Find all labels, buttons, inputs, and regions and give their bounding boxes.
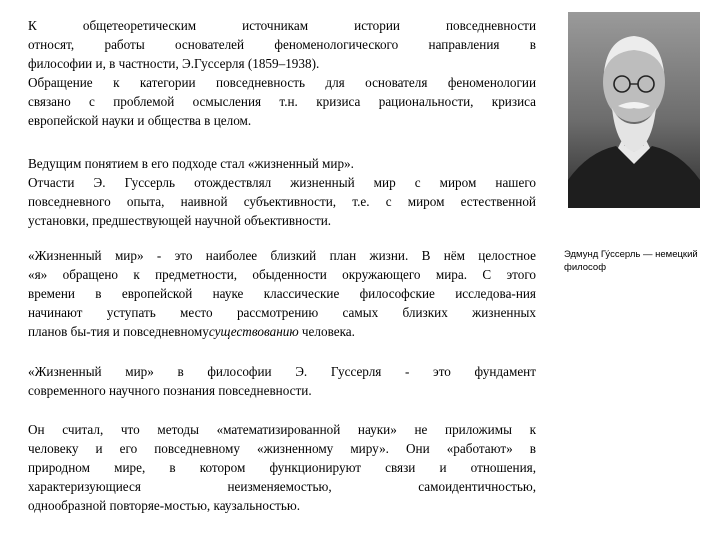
text-line: человеку и его повседневному «жизненному миру». Они «работают» в — [28, 441, 536, 456]
portrait-icon — [568, 12, 700, 208]
text-line: Ведущим понятием в его подходе стал «жизненный мир». — [28, 156, 354, 171]
text-line: связано с проблемой осмысления т.н. кризиса рациональности, кризиса — [28, 94, 536, 109]
text-run: человека. — [298, 324, 355, 339]
text-line: повседневного опыта, наивной субъективности, т.е. с миром естественной — [28, 194, 536, 209]
text-line: природном мире, в котором функционируют связи и отношения, — [28, 460, 536, 475]
text-line: Отчасти Э. Гуссерль отождествлял жизненный мир с миром нашего — [28, 175, 536, 190]
text-run: планов бы-тия и повседневному — [28, 324, 209, 339]
text-line: «Жизненный мир» в философии Э. Гуссерля - это фундамент — [28, 364, 536, 379]
text-line: установки, предшествующей научной объективности. — [28, 213, 332, 228]
text-line: «я» обращено к предметности, обыденности окружающего мира. С этого — [28, 267, 536, 282]
paragraph-methods — [28, 420, 536, 515]
text-line: Он считал, что методы «математизированной науки» не приложимы к — [28, 422, 536, 437]
text-line: характеризующиеся неизменяемостью, самоидентичностью, — [28, 479, 536, 494]
paragraph-closest-plan — [28, 246, 536, 341]
photo-caption: Эдмунд Гу́ссерль — немецкий философ — [564, 249, 698, 273]
text-line: современного научного познания повседневности. — [28, 383, 312, 398]
text-line — [28, 322, 536, 341]
text-line: философии и, в частности, Э.Гуссерля (1859–1938). — [28, 56, 320, 71]
paragraph-intro — [28, 16, 536, 130]
text-line: европейской науки и общества в целом. — [28, 113, 252, 128]
text-line: К общетеоретическим источникам истории повседневности — [28, 18, 536, 33]
text-line: Обращение к категории повседневность для основателя феноменологии — [28, 75, 536, 90]
text-line: «Жизненный мир» - это наиболее близкий план жизни. В нём целостное — [28, 248, 536, 263]
paragraph-foundation — [28, 362, 536, 400]
text-line: времени в европейской науке классические философские исследова-ния — [28, 286, 536, 301]
paragraph-life-world — [28, 154, 536, 230]
text-line: однообразной повторяе-мостью, каузальностью. — [28, 498, 301, 513]
text-line: начинают уступать место рассмотрению самых близких жизненных — [28, 305, 536, 320]
text-line: относят, работы основателей феноменологического направления в — [28, 37, 536, 52]
italic-term: существованию — [208, 324, 299, 339]
portrait-photo — [568, 12, 700, 208]
